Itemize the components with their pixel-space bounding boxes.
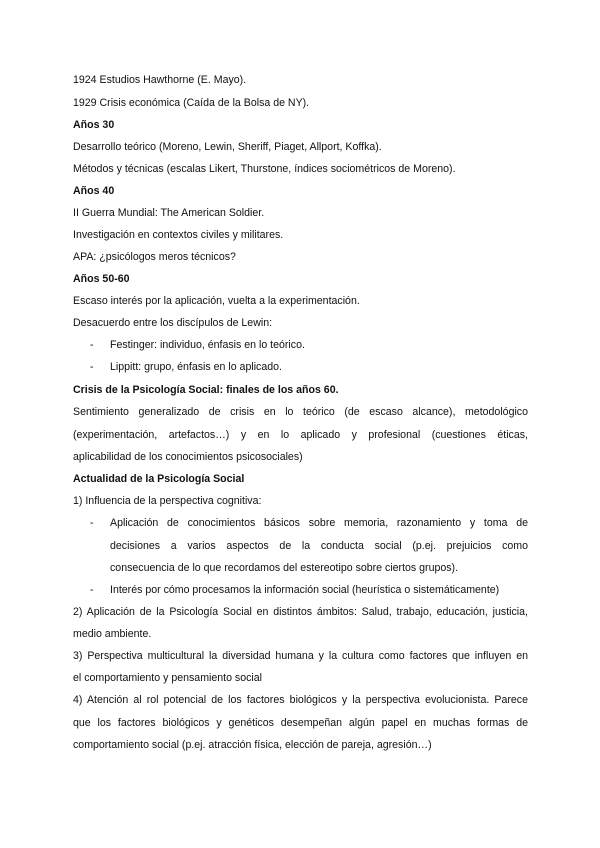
text-line: 1924 Estudios Hawthorne (E. Mayo).: [73, 74, 247, 86]
text-line: Desarrollo teórico (Moreno, Lewin, Sheriff, Piaget, Allport, Koffka).: [73, 141, 382, 153]
bullet-dash: -: [90, 339, 94, 351]
section-heading: Crisis de la Psicología Social: finales de los años 60.: [73, 384, 339, 396]
section-heading: Años 30: [73, 119, 115, 131]
bullet-dash: -: [90, 584, 94, 596]
bullet-text: consecuencia de lo que recordamos del estereotipo sobre ciertos grupos).: [110, 562, 459, 574]
text-line: Investigación en contextos civiles y militares.: [73, 229, 284, 241]
bullet-text: Interés por cómo procesamos la información social (heurística o sistemáticamente): [110, 584, 500, 596]
numbered-item: medio ambiente.: [73, 628, 152, 640]
text-line: Desacuerdo entre los discípulos de Lewin:: [73, 317, 273, 329]
paragraph-line: Sentimiento generalizado de crisis en lo teórico (de escaso alcance), metodológico: [73, 406, 528, 418]
numbered-item: 1) Influencia de la perspectiva cognitiva:: [73, 495, 262, 507]
numbered-item: que los factores biológicos y genéticos desempeñan algún papel en muchas formas de: [73, 717, 528, 729]
text-line: Métodos y técnicas (escalas Likert, Thurstone, índices sociométricos de Moreno).: [73, 163, 456, 175]
numbered-item: 2) Aplicación de la Psicología Social en distintos ámbitos: Salud, trabajo, educación, justicia,: [73, 606, 528, 618]
text-line: II Guerra Mundial: The American Soldier.: [73, 207, 265, 219]
paragraph-line: aplicabilidad de los conocimientos psicosociales): [73, 451, 303, 463]
paragraph-line: (experimentación, artefactos…) y en lo aplicado y profesional (cuestiones éticas,: [73, 429, 528, 441]
section-heading: Años 40: [73, 185, 115, 197]
text-line: Escaso interés por la aplicación, vuelta a la experimentación.: [73, 295, 360, 307]
numbered-item: 3) Perspectiva multicultural la diversidad humana y la cultura como factores que influyen en: [73, 650, 528, 662]
bullet-text: Lippitt: grupo, énfasis en lo aplicado.: [110, 361, 282, 373]
bullet-text: Aplicación de conocimientos básicos sobre memoria, razonamiento y toma de: [110, 517, 528, 529]
numbered-item: 4) Atención al rol potencial de los factores biológicos y la perspectiva evolucionista. Parece: [73, 694, 528, 706]
numbered-item: el comportamiento y pensamiento social: [73, 672, 263, 684]
text-line: APA: ¿psicólogos meros técnicos?: [73, 251, 236, 263]
section-heading: Años 50-60: [73, 273, 130, 285]
bullet-dash: -: [90, 361, 94, 373]
numbered-item: comportamiento social (p.ej. atracción física, elección de pareja, agresión…): [73, 739, 432, 751]
bullet-text: decisiones a varios aspectos de la conducta social (p.ej. prejuicios como: [110, 540, 528, 552]
text-line: 1929 Crisis económica (Caída de la Bolsa de NY).: [73, 97, 310, 109]
section-heading: Actualidad de la Psicología Social: [73, 473, 245, 485]
bullet-text: Festinger: individuo, énfasis en lo teórico.: [110, 339, 305, 351]
bullet-dash: -: [90, 517, 94, 529]
